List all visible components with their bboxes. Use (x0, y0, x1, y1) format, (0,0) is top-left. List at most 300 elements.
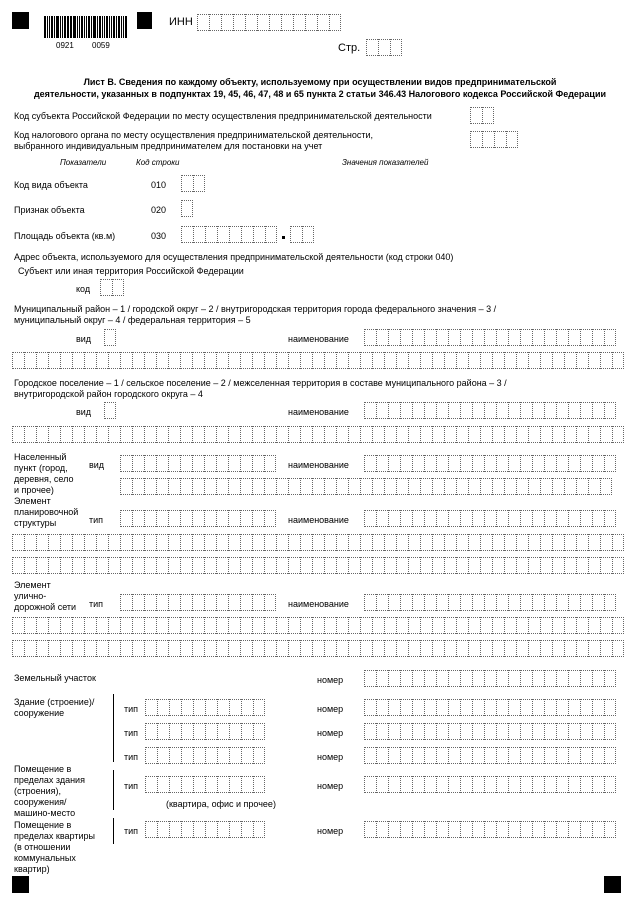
input-cell[interactable] (396, 352, 408, 369)
input-cell[interactable] (329, 14, 341, 31)
input-cell[interactable] (217, 821, 229, 838)
input-cell[interactable] (520, 776, 532, 793)
input-cell[interactable] (480, 617, 492, 634)
input-cell[interactable] (281, 14, 293, 31)
input-cell[interactable] (364, 776, 376, 793)
input-cell[interactable] (372, 352, 384, 369)
input-cell[interactable] (300, 534, 312, 551)
input-cell[interactable] (24, 352, 36, 369)
planning-name-field[interactable] (364, 510, 616, 527)
input-cell[interactable] (144, 640, 156, 657)
input-cell[interactable] (157, 723, 169, 740)
input-cell[interactable] (348, 478, 360, 495)
input-cell[interactable] (424, 594, 436, 611)
input-cell[interactable] (84, 640, 96, 657)
input-cell[interactable] (544, 455, 556, 472)
input-cell[interactable] (444, 640, 456, 657)
input-cell[interactable] (252, 594, 264, 611)
input-cell[interactable] (204, 352, 216, 369)
apt-number-field[interactable] (364, 821, 616, 838)
input-cell[interactable] (420, 426, 432, 443)
input-cell[interactable] (216, 557, 228, 574)
input-cell[interactable] (197, 14, 209, 31)
input-cell[interactable] (604, 776, 616, 793)
input-cell[interactable] (516, 617, 528, 634)
input-cell[interactable] (432, 534, 444, 551)
input-cell[interactable] (528, 426, 540, 443)
input-cell[interactable] (568, 510, 580, 527)
input-cell[interactable] (480, 426, 492, 443)
input-cell[interactable] (576, 352, 588, 369)
input-cell[interactable] (84, 557, 96, 574)
input-cell[interactable] (348, 617, 360, 634)
input-cell[interactable] (264, 594, 276, 611)
input-cell[interactable] (540, 617, 552, 634)
input-cell[interactable] (60, 534, 72, 551)
input-cell[interactable] (508, 747, 520, 764)
input-cell[interactable] (144, 617, 156, 634)
input-cell[interactable] (556, 455, 568, 472)
input-cell[interactable] (144, 557, 156, 574)
input-cell[interactable] (472, 723, 484, 740)
page-number-field[interactable] (366, 39, 402, 56)
land-number-field[interactable] (364, 670, 616, 687)
input-cell[interactable] (120, 617, 132, 634)
input-cell[interactable] (420, 557, 432, 574)
input-cell[interactable] (504, 640, 516, 657)
input-cell[interactable] (145, 747, 157, 764)
input-cell[interactable] (276, 534, 288, 551)
input-cell[interactable] (564, 478, 576, 495)
input-cell[interactable] (193, 699, 205, 716)
input-cell[interactable] (132, 510, 144, 527)
input-cell[interactable] (228, 617, 240, 634)
input-cell[interactable] (288, 426, 300, 443)
input-cell[interactable] (364, 510, 376, 527)
input-cell[interactable] (384, 352, 396, 369)
input-cell[interactable] (241, 776, 253, 793)
input-cell[interactable] (468, 617, 480, 634)
input-cell[interactable] (216, 478, 228, 495)
input-cell[interactable] (400, 699, 412, 716)
input-cell[interactable] (364, 329, 376, 346)
input-cell[interactable] (436, 402, 448, 419)
input-cell[interactable] (168, 557, 180, 574)
input-cell[interactable] (516, 534, 528, 551)
input-cell[interactable] (240, 594, 252, 611)
input-cell[interactable] (169, 821, 181, 838)
input-cell[interactable] (229, 821, 241, 838)
input-cell[interactable] (156, 617, 168, 634)
input-cell[interactable] (544, 747, 556, 764)
input-cell[interactable] (508, 699, 520, 716)
building-type-field-1[interactable] (145, 699, 265, 716)
input-cell[interactable] (348, 640, 360, 657)
input-cell[interactable] (470, 107, 482, 124)
input-cell[interactable] (436, 776, 448, 793)
input-cell[interactable] (288, 617, 300, 634)
input-cell[interactable] (470, 131, 482, 148)
input-cell[interactable] (360, 617, 372, 634)
input-cell[interactable] (60, 640, 72, 657)
input-cell[interactable] (580, 510, 592, 527)
input-cell[interactable] (384, 617, 396, 634)
input-cell[interactable] (460, 510, 472, 527)
input-cell[interactable] (180, 594, 192, 611)
input-cell[interactable] (480, 478, 492, 495)
input-cell[interactable] (264, 557, 276, 574)
input-cell[interactable] (240, 640, 252, 657)
input-cell[interactable] (104, 329, 116, 346)
locality-name-field[interactable] (364, 455, 616, 472)
input-cell[interactable] (168, 426, 180, 443)
input-cell[interactable] (252, 617, 264, 634)
input-cell[interactable] (460, 402, 472, 419)
input-cell[interactable] (592, 594, 604, 611)
input-cell[interactable] (424, 821, 436, 838)
input-cell[interactable] (157, 821, 169, 838)
input-cell[interactable] (120, 478, 132, 495)
input-cell[interactable] (588, 640, 600, 657)
input-cell[interactable] (540, 640, 552, 657)
input-cell[interactable] (216, 617, 228, 634)
input-cell[interactable] (508, 455, 520, 472)
input-cell[interactable] (324, 617, 336, 634)
input-cell[interactable] (544, 329, 556, 346)
input-cell[interactable] (504, 557, 516, 574)
input-cell[interactable] (532, 670, 544, 687)
input-cell[interactable] (216, 455, 228, 472)
input-cell[interactable] (204, 510, 216, 527)
object-kind-field[interactable] (181, 175, 205, 192)
input-cell[interactable] (592, 821, 604, 838)
input-cell[interactable] (156, 352, 168, 369)
input-cell[interactable] (228, 352, 240, 369)
input-cell[interactable] (120, 640, 132, 657)
input-cell[interactable] (269, 14, 281, 31)
input-cell[interactable] (388, 329, 400, 346)
area-decimal-field[interactable] (290, 226, 314, 243)
input-cell[interactable] (376, 670, 388, 687)
input-cell[interactable] (216, 640, 228, 657)
input-cell[interactable] (24, 426, 36, 443)
planning-name-field-row2[interactable] (12, 534, 624, 551)
input-cell[interactable] (293, 14, 305, 31)
input-cell[interactable] (492, 617, 504, 634)
input-cell[interactable] (312, 557, 324, 574)
input-cell[interactable] (592, 329, 604, 346)
input-cell[interactable] (132, 455, 144, 472)
input-cell[interactable] (252, 478, 264, 495)
input-cell[interactable] (444, 352, 456, 369)
input-cell[interactable] (552, 478, 564, 495)
input-cell[interactable] (468, 352, 480, 369)
input-cell[interactable] (120, 534, 132, 551)
input-cell[interactable] (544, 670, 556, 687)
input-cell[interactable] (492, 534, 504, 551)
input-cell[interactable] (376, 329, 388, 346)
input-cell[interactable] (504, 352, 516, 369)
subject-code-field[interactable] (100, 279, 124, 296)
input-cell[interactable] (240, 557, 252, 574)
input-cell[interactable] (436, 594, 448, 611)
planning-type-field[interactable] (120, 510, 276, 527)
input-cell[interactable] (448, 747, 460, 764)
input-cell[interactable] (604, 670, 616, 687)
input-cell[interactable] (580, 455, 592, 472)
input-cell[interactable] (132, 534, 144, 551)
input-cell[interactable] (12, 557, 24, 574)
input-cell[interactable] (400, 723, 412, 740)
input-cell[interactable] (48, 617, 60, 634)
input-cell[interactable] (72, 617, 84, 634)
input-cell[interactable] (384, 478, 396, 495)
input-cell[interactable] (472, 821, 484, 838)
input-cell[interactable] (288, 640, 300, 657)
input-cell[interactable] (132, 352, 144, 369)
input-cell[interactable] (264, 455, 276, 472)
input-cell[interactable] (205, 699, 217, 716)
input-cell[interactable] (364, 747, 376, 764)
input-cell[interactable] (468, 478, 480, 495)
input-cell[interactable] (604, 699, 616, 716)
input-cell[interactable] (276, 478, 288, 495)
input-cell[interactable] (576, 426, 588, 443)
input-cell[interactable] (36, 640, 48, 657)
input-cell[interactable] (604, 723, 616, 740)
street-name-field-row3[interactable] (12, 640, 624, 657)
input-cell[interactable] (408, 534, 420, 551)
input-cell[interactable] (132, 594, 144, 611)
input-cell[interactable] (228, 426, 240, 443)
input-cell[interactable] (144, 352, 156, 369)
input-cell[interactable] (217, 723, 229, 740)
input-cell[interactable] (412, 723, 424, 740)
input-cell[interactable] (364, 455, 376, 472)
locality-kind-field[interactable] (120, 455, 276, 472)
input-cell[interactable] (388, 455, 400, 472)
input-cell[interactable] (257, 14, 269, 31)
input-cell[interactable] (456, 640, 468, 657)
input-cell[interactable] (444, 426, 456, 443)
input-cell[interactable] (396, 426, 408, 443)
input-cell[interactable] (364, 723, 376, 740)
input-cell[interactable] (528, 352, 540, 369)
input-cell[interactable] (604, 510, 616, 527)
input-cell[interactable] (552, 352, 564, 369)
input-cell[interactable] (556, 329, 568, 346)
input-cell[interactable] (528, 557, 540, 574)
input-cell[interactable] (612, 640, 624, 657)
input-cell[interactable] (180, 352, 192, 369)
input-cell[interactable] (12, 640, 24, 657)
input-cell[interactable] (221, 14, 233, 31)
input-cell[interactable] (204, 640, 216, 657)
input-cell[interactable] (228, 534, 240, 551)
input-cell[interactable] (193, 175, 205, 192)
input-cell[interactable] (112, 279, 124, 296)
input-cell[interactable] (556, 699, 568, 716)
input-cell[interactable] (144, 455, 156, 472)
input-cell[interactable] (120, 557, 132, 574)
input-cell[interactable] (520, 670, 532, 687)
input-cell[interactable] (240, 478, 252, 495)
input-cell[interactable] (48, 534, 60, 551)
input-cell[interactable] (181, 747, 193, 764)
building-number-field-3[interactable] (364, 747, 616, 764)
input-cell[interactable] (424, 670, 436, 687)
input-cell[interactable] (576, 557, 588, 574)
input-cell[interactable] (24, 617, 36, 634)
input-cell[interactable] (378, 39, 390, 56)
input-cell[interactable] (364, 699, 376, 716)
input-cell[interactable] (508, 723, 520, 740)
input-cell[interactable] (156, 557, 168, 574)
input-cell[interactable] (181, 776, 193, 793)
input-cell[interactable] (348, 557, 360, 574)
input-cell[interactable] (480, 534, 492, 551)
tax-org-code-field[interactable] (470, 131, 518, 148)
input-cell[interactable] (376, 594, 388, 611)
input-cell[interactable] (156, 426, 168, 443)
input-cell[interactable] (228, 594, 240, 611)
input-cell[interactable] (312, 426, 324, 443)
input-cell[interactable] (482, 131, 494, 148)
input-cell[interactable] (564, 352, 576, 369)
area-integer-field[interactable] (181, 226, 277, 243)
input-cell[interactable] (580, 821, 592, 838)
input-cell[interactable] (612, 426, 624, 443)
input-cell[interactable] (432, 557, 444, 574)
input-cell[interactable] (600, 352, 612, 369)
input-cell[interactable] (484, 510, 496, 527)
input-cell[interactable] (480, 557, 492, 574)
input-cell[interactable] (384, 426, 396, 443)
input-cell[interactable] (412, 670, 424, 687)
input-cell[interactable] (516, 352, 528, 369)
input-cell[interactable] (556, 723, 568, 740)
input-cell[interactable] (528, 617, 540, 634)
input-cell[interactable] (156, 534, 168, 551)
input-cell[interactable] (192, 594, 204, 611)
input-cell[interactable] (496, 747, 508, 764)
input-cell[interactable] (492, 426, 504, 443)
input-cell[interactable] (424, 402, 436, 419)
input-cell[interactable] (132, 557, 144, 574)
input-cell[interactable] (156, 510, 168, 527)
input-cell[interactable] (132, 617, 144, 634)
input-cell[interactable] (552, 426, 564, 443)
apt-type-field[interactable] (145, 821, 265, 838)
input-cell[interactable] (372, 557, 384, 574)
input-cell[interactable] (180, 510, 192, 527)
input-cell[interactable] (300, 617, 312, 634)
building-type-field-2[interactable] (145, 723, 265, 740)
input-cell[interactable] (484, 723, 496, 740)
input-cell[interactable] (540, 557, 552, 574)
input-cell[interactable] (552, 640, 564, 657)
input-cell[interactable] (408, 426, 420, 443)
input-cell[interactable] (576, 534, 588, 551)
input-cell[interactable] (229, 723, 241, 740)
input-cell[interactable] (496, 670, 508, 687)
input-cell[interactable] (448, 594, 460, 611)
input-cell[interactable] (588, 534, 600, 551)
input-cell[interactable] (204, 617, 216, 634)
input-cell[interactable] (420, 617, 432, 634)
input-cell[interactable] (245, 14, 257, 31)
input-cell[interactable] (36, 557, 48, 574)
input-cell[interactable] (568, 723, 580, 740)
input-cell[interactable] (228, 455, 240, 472)
input-cell[interactable] (384, 640, 396, 657)
input-cell[interactable] (288, 557, 300, 574)
input-cell[interactable] (312, 352, 324, 369)
input-cell[interactable] (48, 557, 60, 574)
input-cell[interactable] (276, 640, 288, 657)
input-cell[interactable] (448, 455, 460, 472)
premises-number-field[interactable] (364, 776, 616, 793)
input-cell[interactable] (600, 426, 612, 443)
input-cell[interactable] (120, 594, 132, 611)
input-cell[interactable] (532, 329, 544, 346)
input-cell[interactable] (60, 617, 72, 634)
building-number-field-1[interactable] (364, 699, 616, 716)
input-cell[interactable] (364, 670, 376, 687)
input-cell[interactable] (144, 478, 156, 495)
input-cell[interactable] (448, 776, 460, 793)
input-cell[interactable] (508, 510, 520, 527)
input-cell[interactable] (506, 131, 518, 148)
input-cell[interactable] (192, 617, 204, 634)
input-cell[interactable] (444, 478, 456, 495)
input-cell[interactable] (516, 426, 528, 443)
input-cell[interactable] (169, 776, 181, 793)
input-cell[interactable] (300, 640, 312, 657)
input-cell[interactable] (472, 776, 484, 793)
input-cell[interactable] (233, 14, 245, 31)
input-cell[interactable] (48, 426, 60, 443)
input-cell[interactable] (448, 699, 460, 716)
input-cell[interactable] (276, 352, 288, 369)
input-cell[interactable] (580, 402, 592, 419)
input-cell[interactable] (400, 747, 412, 764)
input-cell[interactable] (484, 402, 496, 419)
input-cell[interactable] (168, 455, 180, 472)
input-cell[interactable] (540, 426, 552, 443)
input-cell[interactable] (108, 640, 120, 657)
input-cell[interactable] (400, 594, 412, 611)
input-cell[interactable] (496, 329, 508, 346)
input-cell[interactable] (169, 699, 181, 716)
input-cell[interactable] (432, 640, 444, 657)
input-cell[interactable] (229, 226, 241, 243)
input-cell[interactable] (364, 821, 376, 838)
input-cell[interactable] (336, 426, 348, 443)
input-cell[interactable] (204, 426, 216, 443)
input-cell[interactable] (460, 699, 472, 716)
input-cell[interactable] (504, 617, 516, 634)
input-cell[interactable] (336, 352, 348, 369)
input-cell[interactable] (108, 617, 120, 634)
input-cell[interactable] (484, 776, 496, 793)
input-cell[interactable] (592, 747, 604, 764)
input-cell[interactable] (144, 594, 156, 611)
input-cell[interactable] (192, 478, 204, 495)
input-cell[interactable] (276, 426, 288, 443)
input-cell[interactable] (520, 723, 532, 740)
input-cell[interactable] (520, 510, 532, 527)
